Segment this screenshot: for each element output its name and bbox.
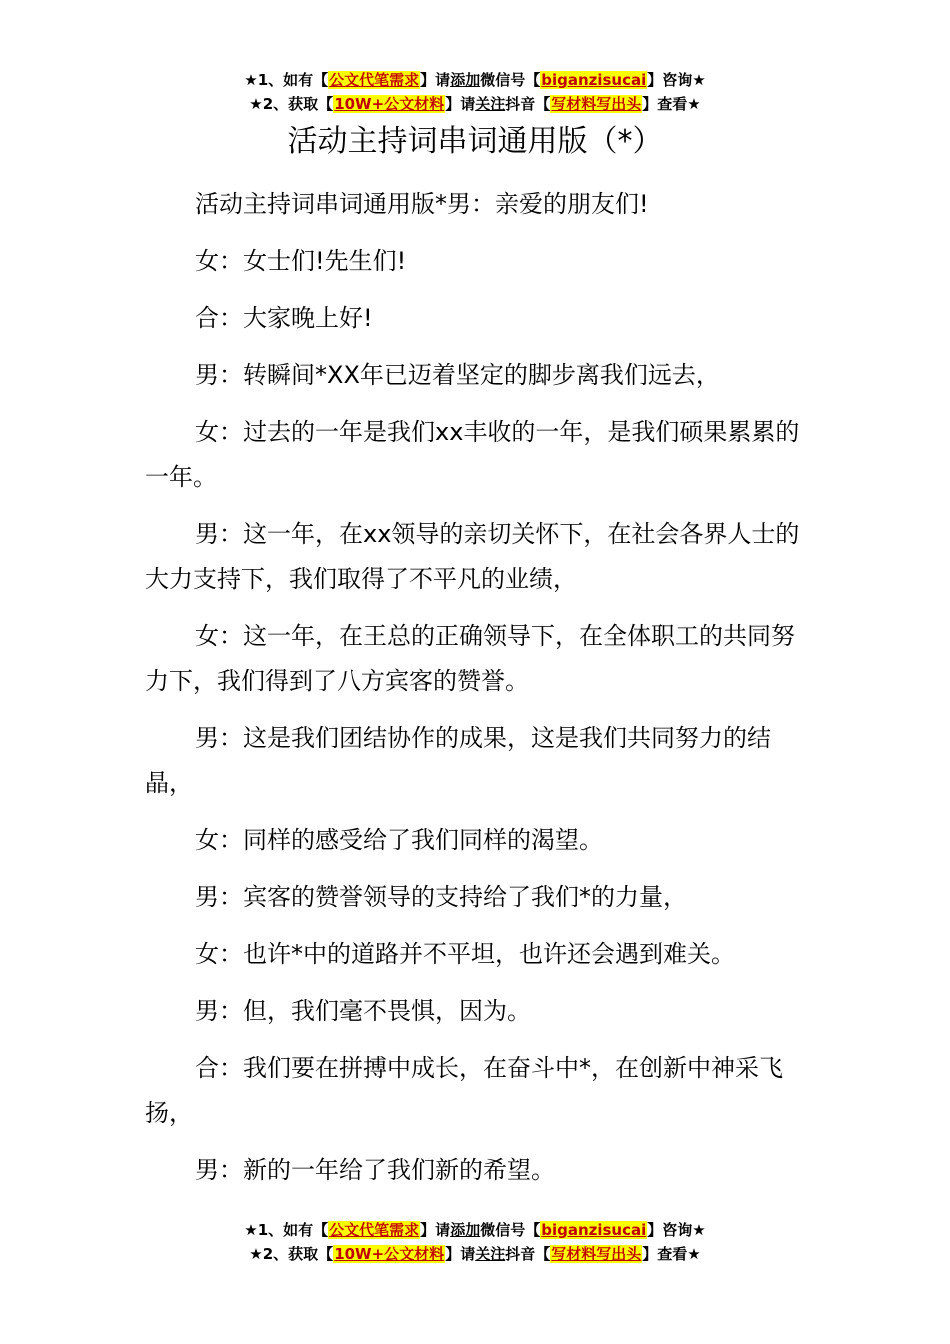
paragraph: 男：新的一年给了我们新的希望。 xyxy=(195,1156,555,1184)
banner-text: 】咨询★ xyxy=(647,71,706,89)
banner-text: 抖音【 xyxy=(505,1245,551,1263)
banner-text: 抖音【 xyxy=(505,95,551,113)
banner-underline: 关注 xyxy=(475,95,506,113)
banner-text: 微信号【 xyxy=(480,1221,541,1239)
banner-line-2 xyxy=(0,92,950,116)
banner-text: 】请 xyxy=(420,1221,451,1239)
banner-underline: 添加 xyxy=(450,1221,481,1239)
banner-text: ★1、如有【 xyxy=(244,71,329,89)
document-body xyxy=(145,182,810,1205)
paragraph: 女：女士们!先生们! xyxy=(195,247,407,275)
paragraph: 男：这一年，在xx领导的亲切关怀下，在社会各界人士的大力支持下，我们取得了不平凡的业绩， xyxy=(145,520,800,593)
banner-text: 】请 xyxy=(445,1245,476,1263)
paragraph: 女：过去的一年是我们xx丰收的一年，是我们硕果累累的一年。 xyxy=(145,418,800,491)
banner-highlight: 10W+公文材料 xyxy=(334,1245,445,1263)
top-banner xyxy=(0,68,950,116)
banner-underline: 关注 xyxy=(475,1245,506,1263)
banner-text: 】查看★ xyxy=(642,1245,701,1263)
paragraph: 合：我们要在拼搏中成长，在奋斗中*，在创新中神采飞扬， xyxy=(145,1054,783,1127)
banner-text: ★2、获取【 xyxy=(249,95,334,113)
paragraph: 男：但，我们毫不畏惧，因为。 xyxy=(195,997,531,1025)
banner-text: 】请 xyxy=(445,95,476,113)
banner-text: ★2、获取【 xyxy=(249,1245,334,1263)
banner-highlight: 10W+公文材料 xyxy=(334,95,445,113)
paragraph: 男：这是我们团结协作的成果，这是我们共同努力的结晶， xyxy=(145,724,771,797)
banner-highlight: biganzisucai xyxy=(541,1221,647,1239)
paragraph: 男：转瞬间*XX年已迈着坚定的脚步离我们远去， xyxy=(195,361,720,389)
banner-highlight: 公文代笔需求 xyxy=(329,1221,420,1239)
banner-line-2 xyxy=(0,1242,950,1266)
banner-text: 微信号【 xyxy=(480,71,541,89)
paragraph: 合：大家晚上好! xyxy=(195,304,373,332)
paragraph: 男：宾客的赞誉领导的支持给了我们*的力量， xyxy=(195,883,687,911)
banner-line-1 xyxy=(0,1218,950,1242)
paragraph: 女：也许*中的道路并不平坦，也许还会遇到难关。 xyxy=(195,940,735,968)
banner-text: 】请 xyxy=(420,71,451,89)
bottom-banner xyxy=(0,1218,950,1266)
banner-highlight: 写材料写出头 xyxy=(551,1245,642,1263)
paragraph: 女：这一年，在王总的正确领导下，在全体职工的共同努力下，我们得到了八方宾客的赞誉。 xyxy=(145,622,795,695)
banner-highlight: 公文代笔需求 xyxy=(329,71,420,89)
banner-highlight: biganzisucai xyxy=(541,71,647,89)
banner-highlight: 写材料写出头 xyxy=(551,95,642,113)
banner-text: 】查看★ xyxy=(642,95,701,113)
banner-text: ★1、如有【 xyxy=(244,1221,329,1239)
banner-underline: 添加 xyxy=(450,71,481,89)
paragraph: 女：同样的感受给了我们同样的渴望。 xyxy=(195,826,603,854)
document-title: 活动主持词串词通用版（*） xyxy=(287,124,663,159)
paragraph: 活动主持词串词通用版*男：亲爱的朋友们! xyxy=(195,190,649,218)
banner-text: 】咨询★ xyxy=(647,1221,706,1239)
banner-line-1 xyxy=(0,68,950,92)
